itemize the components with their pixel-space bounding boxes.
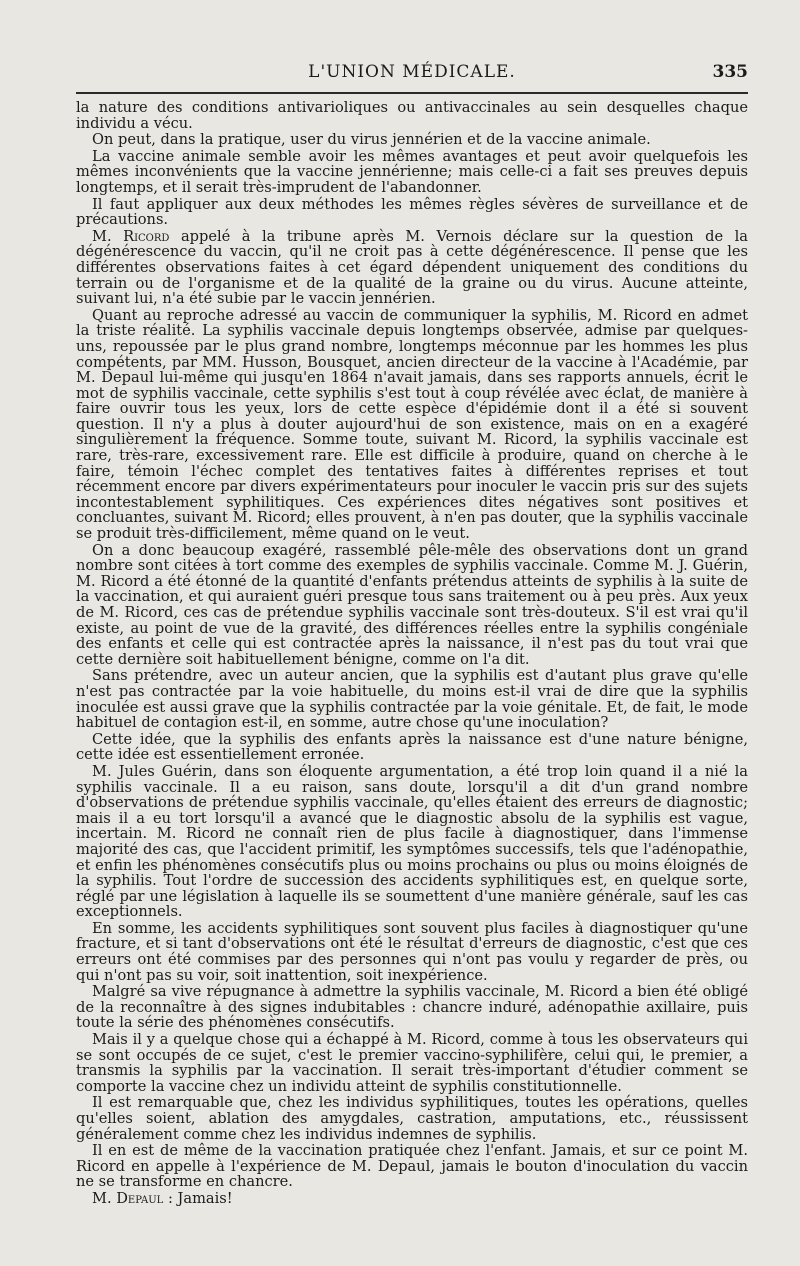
page-number: 335 bbox=[712, 62, 748, 82]
paragraph: la nature des conditions antivarioliques ou antivaccinales au sein desquelles chaque individu a vécu. bbox=[76, 99, 748, 132]
page-header bbox=[76, 62, 748, 92]
paragraph: Il est remarquable que, chez les individus syphilitiques, toutes les opérations, quelles qu'elles soient, ablation des amygdales, castration, amputations, etc., réussissent généralement comme chez les individus indemnes de syphilis. bbox=[76, 1094, 748, 1143]
paragraph: Il en est de même de la vaccination pratiquée chez l'enfant. Jamais, et sur ce point M. Ricord en appelle à l'expérience de M. Depaul, jamais le bouton d'inoculation du vaccin ne se transforme en chancre. bbox=[76, 1142, 748, 1191]
running-title: L'UNION MÉDICALE. bbox=[308, 62, 516, 82]
speaker-name: M. Depaul bbox=[92, 1189, 164, 1207]
paragraph: La vaccine animale semble avoir les mêmes avantages et peut avoir quelquefois les mêmes inconvénients que la vaccine jennérienne; mais celle-ci a fait ses preuves depuis longtemps, et il serait très-imprudent de l'abandonner. bbox=[76, 147, 748, 196]
paragraph: Quant au reproche adressé au vaccin de communiquer la syphilis, M. Ricord en admet la triste réalité. La syphilis vaccinale depuis longtemps observée, admise par quelques-uns, repoussée par le plus grand nombre, longtemps méconnue par les hommes les plus compétents, par MM. Husson, Bousquet, ancien directeur de la vaccine à l'Académie, par M. Depaul lui-même qui jusqu'en 1864 n'avait jamais, dans ses rapports annuels, écrit le mot de syphilis vaccinale, cette syphilis s'est tout à coup révélée avec éclat, de manière à faire ouvrir tous les yeux, lors de cette espèce d'épidémie dont il a été si souvent question. Il n'y a plus à douter aujourd'hui de son existence, mais on en a exagéré singulièrement la fréquence. Somme toute, suivant M. Ricord, la syphilis vaccinale est rare, très-rare, excessivement rare. Elle est difficile à produire, quand on cherche à le faire, témoin l'échec complet des tentatives faites à différentes reprises et tout récemment encore par divers expérimentateurs pour inoculer le vaccin pris sur des sujets incontestablement syphilitiques. Ces expériences dites négatives sont positives et concluantes, suivant M. Ricord; elles prouvent, à n'en pas douter, que la syphilis vaccinale se produit très-difficilement, même quand on le veut. bbox=[76, 306, 748, 543]
paragraph: On peut, dans la pratique, user du virus jennérien et de la vaccine animale. bbox=[92, 131, 651, 149]
paragraph: Cette idée, que la syphilis des enfants après la naissance est d'une nature bénigne, cette idée est essentiellement erronée. bbox=[76, 730, 748, 764]
header-rule bbox=[76, 92, 748, 94]
article-body bbox=[76, 100, 748, 1208]
speaker-name: M. Ricord bbox=[92, 227, 170, 245]
paragraph: Mais il y a quelque chose qui a échappé à M. Ricord, comme à tous les observateurs qui se sont occupés de ce sujet, c'est le premier vaccino-syphilifère, celui qui, le premier, a transmis la syphilis par la vaccination. Il serait très-important d'étudier comment se comporte la vaccine chez un individu atteint de syphilis constitutionnelle. bbox=[76, 1031, 748, 1095]
paragraph: Il faut appliquer aux deux méthodes les mêmes règles sévères de surveillance et de précautions. bbox=[76, 195, 748, 229]
paragraph: M. Ricord appelé à la tribune après M. Vernois déclare sur la question de la dégénérescence du vaccin, qu'il ne croit pas à cette dégénérescence. Il pense que les différentes observations faites à cet égard dépendent uniquement des conditions du terrain ou de l'organisme et de la qualité de la graine ou du virus. Aucune atteinte, suivant lui, n'a été subie par le vaccin jennérien. bbox=[76, 227, 748, 308]
paragraph: On a donc beaucoup exagéré, rassemblé pêle-mêle des observations dont un grand nombre sont citées à tort comme des exemples de syphilis vaccinale. Comme M. J. Guérin, M. Ricord a été étonné de la quantité d'enfants prétendus atteints de syphilis à la suite de la vaccination, et qui auraient guéri presque tous sans traitement ou à peu près. Aux yeux de M. Ricord, ces cas de prétendue syphilis vaccinale sont très-douteux. S'il est vrai qu'il existe, au point de vue de la gravité, des différences réelles entre la syphilis congéniale des enfants et celle qui est contractée après la naissance, il n'est pas du tout vrai que cette dernière soit habituellement bénigne, comme on l'a dit. bbox=[76, 541, 748, 668]
paragraph: Malgré sa vive répugnance à admettre la syphilis vaccinale, M. Ricord a bien été obligé de la reconnaître à des signes indubitables : chancre induré, adénopathie axillaire, puis toute la série des phénomènes consécutifs. bbox=[76, 983, 748, 1032]
paragraph: Sans prétendre, avec un auteur ancien, que la syphilis est d'autant plus grave qu'elle n'est pas contractée par la voie habituelle, du moins est-il vrai de dire que la syphilis inoculée est aussi grave que la syphilis contractée par la voie génitale. Et, de fait, le mode habituel de contagion est-il, en somme, autre chose qu'une inoculation? bbox=[76, 667, 748, 732]
paragraph: M. Depaul : Jamais! bbox=[92, 1189, 233, 1207]
paragraph: M. Jules Guérin, dans son éloquente argumentation, a été trop loin quand il a nié la syphilis vaccinale. Il a eu raison, sans doute, lorsqu'il a dit d'un grand nombre d'observations de prétendue syphilis vaccinale, qu'elles étaient des erreurs de diagnostic; mais il a eu tort lorsqu'il a avancé que le diagnostic absolu de la syphilis est vague, incertain. M. Ricord ne connaît rien de plus facile à diagnostiquer, dans l'immense majorité des cas, que l'accident primitif, les symptômes successifs, tels que l'adénopathie, et enfin les phénomènes consécutifs plus ou moins prochains ou plus ou moins éloignés de la syphilis. Tout l'ordre de succession des accidents syphilitiques est, en quelque sorte, réglé par une législation à laquelle ils se soumettent d'une manière générale, sauf les cas exceptionnels. bbox=[76, 762, 748, 921]
paragraph: En somme, les accidents syphilitiques sont souvent plus faciles à diagnostiquer qu'une fracture, et si tant d'observations ont été le résultat d'erreurs de diagnostic, c'est que ces erreurs ont été commises par des personnes qui n'ont pas voulu y regarder de près, ou qui n'ont pas su voir, soit inattention, soit inexpérience. bbox=[76, 919, 748, 984]
